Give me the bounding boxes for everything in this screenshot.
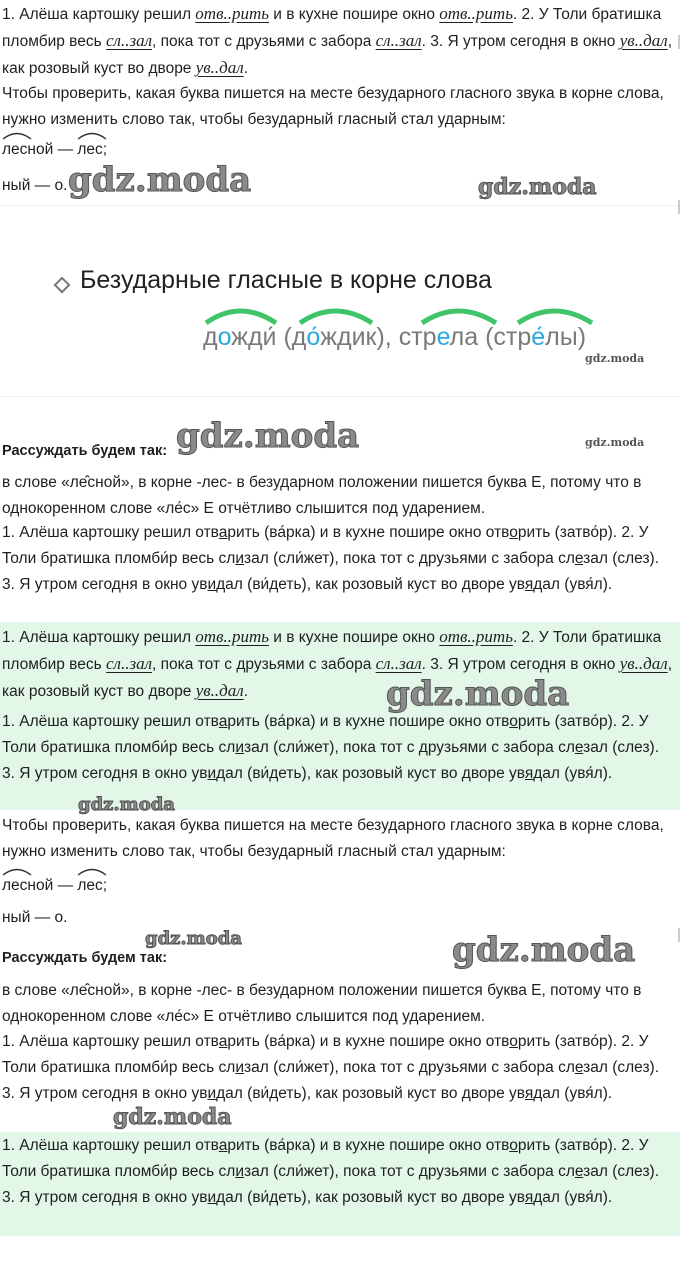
root-arc-word: лес: [77, 137, 102, 163]
diamond-icon: [54, 277, 71, 294]
check-example: лесной — лес;: [2, 137, 676, 163]
rule-example: дожди́ (до́ждик), стрела (стре́лы): [203, 323, 587, 351]
rule-title: Безударные гласные в корне слова: [80, 266, 492, 294]
task-paragraph: 1. Алёша картошку решил отв..рить и в кухне пошире окно отв..рить. 2. У Толи братишка пломбир весь сл..зал, пока тот с друзьями с забора сл..зал. 3. Я утром сегодня в окно ув..дал, как розовый куст во дворе ув..дал.: [2, 4, 672, 77]
check-example-repeat: лесной — лес;: [2, 873, 676, 899]
watermark: gdz.moda: [478, 174, 597, 200]
root-arc-icon: [77, 866, 107, 876]
answer-paragraph-repeat-2: 1. Алёша картошку решил отварить (ва́рка) и в кухне пошире окно отворить (затво́р). 2. У Толи братишка пломби́р весь слизал (сли́жет), пока тот с друзьями с забора слезал (слез). 3. Я утром сегодня в окно увидал (ви́деть), как розовый куст во дворе увядал (увя́л).: [2, 1033, 660, 1102]
watermark: gdz.moda: [68, 160, 252, 200]
arc-icon: [300, 311, 372, 323]
answer-paragraph: 1. Алёша картошку решил отварить (ва́рка) и в кухне пошире окно отворить (затво́р). 2. У Толи братишка пломби́р весь слизал (сли́жет), пока тот с друзьями с забора слезал (слез). 3. Я утром сегодня в окно увидал (ви́деть), как розовый куст во дворе увядал (увя́л).: [2, 524, 660, 593]
arc-icon: [518, 311, 592, 323]
watermark: gdz.moda: [78, 794, 175, 815]
root-arc-icon: [2, 130, 32, 140]
reason-text: в слове «ле̂сной», в корне -лес- в безударном положении пишется буква Е, потому что в однокоренном слове «ле́с» Е отчётливо слышится под ударением.: [2, 474, 642, 517]
watermark: gdz.moda: [386, 674, 570, 714]
reason-label: Рассуждать будем так:: [2, 443, 168, 459]
root-arc-word: лес: [77, 873, 102, 899]
task-paragraph-repeat: 1. Алёша картошку решил отв..рить и в кухне пошире окно отв..рить. 2. У Толи братишка пломбир весь сл..зал, пока тот с друзьями с забора сл..зал. 3. Я утром сегодня в окно ув..дал, как розовый куст во дворе ув..дал.: [2, 627, 672, 700]
root-arc-icon: [2, 866, 32, 876]
reason-label-repeat: Рассуждать будем так:: [2, 950, 168, 966]
arc-icon: [422, 311, 496, 323]
watermark: gdz.moda: [585, 352, 645, 365]
answer-paragraph-repeat-3: 1. Алёша картошку решил отварить (ва́рка) и в кухне пошире окно отворить (затво́р). 2. У Толи братишка пломби́р весь слизал (сли́жет), пока тот с друзьями с забора слезал (слез). 3. Я утром сегодня в окно увидал (ви́деть), как розовый куст во дворе увядал (увя́л).: [2, 1137, 660, 1206]
answer-paragraph-repeat: 1. Алёша картошку решил отварить (ва́рка) и в кухне пошире окно отворить (затво́р). 2. У Толи братишка пломби́р весь слизал (сли́жет), пока тот с друзьями с забора слезал (слез). 3. Я утром сегодня в окно увидал (ви́деть), как розовый куст во дворе увядал (увя́л).: [2, 713, 660, 782]
reason-text-repeat: в слове «ле̂сной», в корне -лес- в безударном положении пишется буква Е, потому что в однокоренном слове «ле́с» Е отчётливо слышится под ударением.: [2, 982, 642, 1025]
watermark: gdz.moda: [585, 436, 645, 449]
watermark: gdz.moda: [113, 1104, 232, 1130]
watermark: gdz.moda: [145, 928, 242, 949]
check-example-line2-repeat: ный — о.: [2, 909, 68, 926]
check-intro: Чтобы проверить, какая буква пишется на месте безударного гласного звука в корне слова, нужно изменить слово так, чтобы безударный гласный стал ударным:: [2, 85, 664, 128]
watermark: gdz.moda: [452, 930, 636, 970]
watermark: gdz.moda: [176, 416, 360, 456]
arc-icon: [206, 311, 276, 323]
check-intro-repeat: Чтобы проверить, какая буква пишется на месте безударного гласного звука в корне слова, нужно изменить слово так, чтобы безударный гласный стал ударным:: [2, 817, 664, 860]
check-example-line2: ный — о.: [2, 177, 68, 194]
root-arc-word: лес: [2, 873, 27, 899]
root-arc-word: лес: [2, 137, 27, 163]
rule-card: [0, 205, 680, 397]
root-arc-icon: [77, 130, 107, 140]
